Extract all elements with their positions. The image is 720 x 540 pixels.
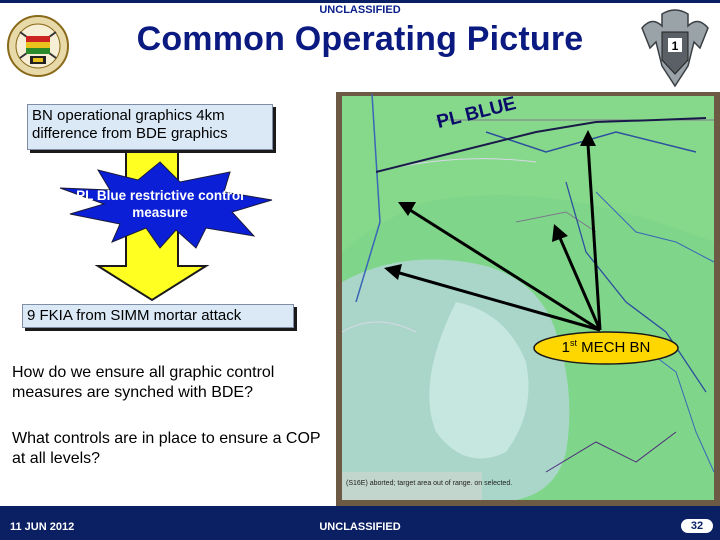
- restrictive-measure-label: PL Blue restrictive control measure: [76, 188, 244, 220]
- unit-label: 1st MECH BN: [561, 338, 651, 356]
- question-cop-controls: What controls are in place to ensure a COP at all levels?: [12, 430, 321, 467]
- date-label: 11 JUN 2012: [10, 521, 75, 533]
- question-graphic-sync: How do we ensure all graphic control measures are synched with BDE?: [12, 364, 275, 401]
- graphics-difference-box: BN operational graphics 4km difference from BDE graphics: [27, 104, 273, 150]
- classification-top: UNCLASSIFIED: [319, 4, 401, 16]
- page-number: 32: [690, 520, 704, 532]
- map-photo: [336, 92, 720, 506]
- phase-line-label: PL BLUE: [434, 93, 519, 134]
- map-footnote: (S16E) aborted; target area out of range. on selected.: [346, 480, 513, 487]
- classification-bottom: UNCLASSIFIED: [319, 521, 401, 533]
- svg-text:1: 1: [671, 39, 679, 53]
- fkia-box: 9 FKIA from SIMM mortar attack: [22, 304, 294, 328]
- page-title: Common Operating Picture: [136, 20, 584, 58]
